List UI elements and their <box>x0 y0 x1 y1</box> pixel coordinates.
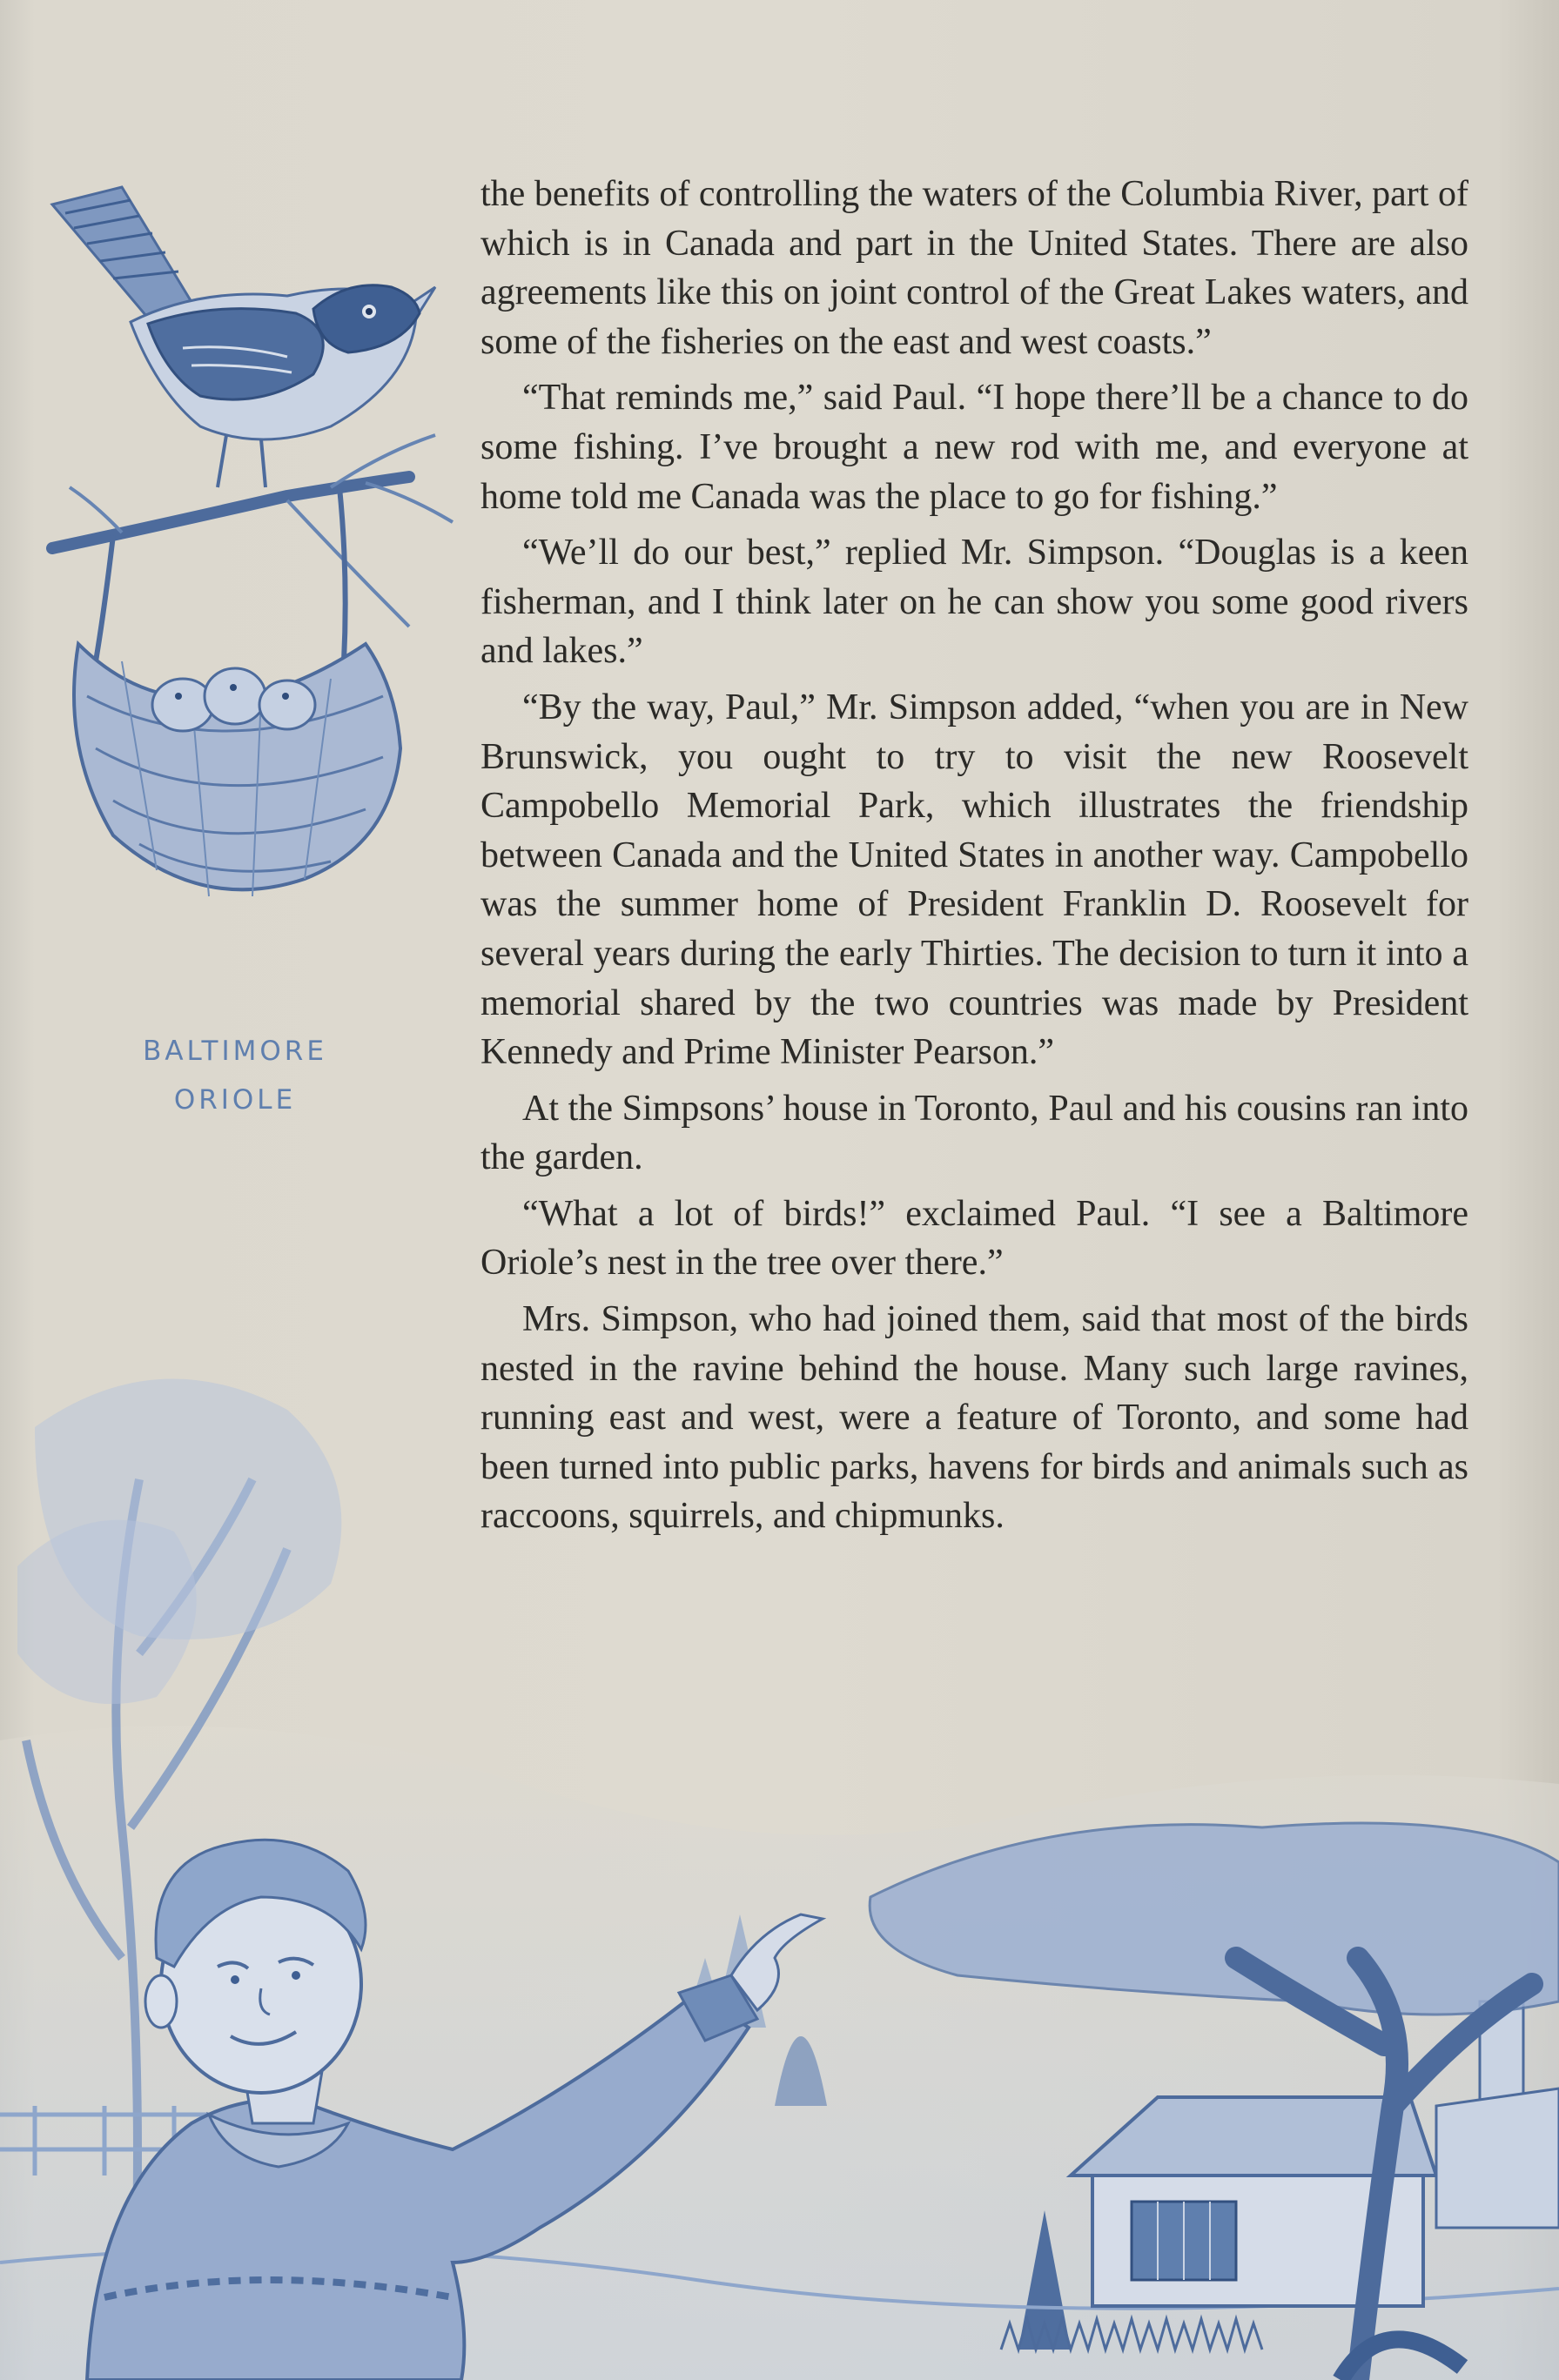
oriole-bird-illustration <box>52 187 435 487</box>
paragraph-6: “What a lot of birds!” exclaimed Paul. “I see a Baltimore Oriole’s nest in the tree over there.” <box>480 1193 1468 1284</box>
paragraph-4: “By the way, Paul,” Mr. Simpson added, “when you are in New Brunswick, you ought to try to visit the new Roosevelt Campobello Memorial Park, which illustrates the friendship between Canada and the United States in another way. Campobello was the summer home of President Franklin D. Roosevelt for several years during the early Thirties. The decision to turn it into a memorial shared by the two countries was made by President Kennedy and Prime Minister Pearson.” <box>480 687 1468 1073</box>
caption-line-1: BALTIMORE <box>143 1036 327 1067</box>
paragraph-5: At the Simpsons’ house in Toronto, Paul and his cousins ran into the garden. <box>480 1088 1468 1178</box>
oriole-nest-illustration <box>52 435 453 896</box>
paragraph-2: “That reminds me,” said Paul. “I hope there’ll be a chance to do some fishing. I’ve brought a new rod with me, and everyone at home told me Canada was the place to go for fishing.” <box>480 378 1468 517</box>
paragraph-3: “We’ll do our best,” replied Mr. Simpson. “Douglas is a keen fisherman, and I think later on he can show you some good rivers and lakes.” <box>480 533 1468 672</box>
paragraph-7: Mrs. Simpson, who had joined them, said that most of the birds nested in the ravine behind the house. Many such large ravines, running east and west, were a feature of Toronto, and some had been turned into public parks, havens for birds and animals such as raccoons, squirrels, and chipmunks. <box>480 1299 1468 1537</box>
body-text <box>480 170 1468 1548</box>
paragraph-1: the benefits of controlling the waters of the Columbia River, part of which is in Canada and part in the United States. There are also agreements like this on joint control of the Great Lakes waters, and some of the fisheries on the east and west coasts.” <box>480 174 1468 362</box>
caption-line-2: ORIOLE <box>173 1084 297 1116</box>
illustration-caption <box>104 1027 366 1124</box>
